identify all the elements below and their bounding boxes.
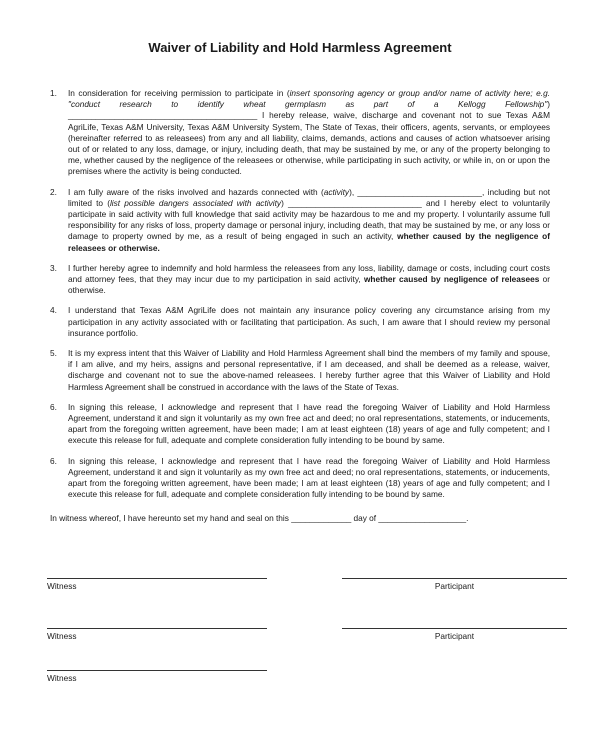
document-title: Waiver of Liability and Hold Harmless Agreement bbox=[148, 40, 452, 55]
clause-text: It is my express intent that this Waiver of Liability and Hold Harmless Agreement shall bind the members of my family and spouse, if I am alive, and my heirs, assigns and personal representative, if I am deceased, and shall be deemed as a release, waiver, discharge and covenant not to sue the above-named releasees. I hereby further agree that this Waiver of Liability and Hold Harmless Agreement shall be construed in accordance with the laws of the State of Texas. bbox=[68, 348, 550, 392]
clause-text: I understand that Texas A&M AgriLife does not maintain any insurance policy covering any circumstance arising from my participation in any activity associated with or facilitating that participation. As such, I am aware that I should review my personal insurance portfolio. bbox=[68, 305, 550, 338]
witness-label: Witness bbox=[47, 581, 77, 591]
participant-signature[interactable] bbox=[342, 628, 567, 641]
clause-number: 1. bbox=[50, 88, 57, 98]
clause-number: 6. bbox=[50, 455, 57, 466]
signature-row-1 bbox=[47, 578, 567, 591]
witness-signature[interactable] bbox=[47, 670, 267, 683]
clause-text: In signing this release, I acknowledge and represent that I have read the foregoing Waiver of Liability and Hold Harmless Agreement, understand it and sign it voluntarily as my own free act and deed; no oral representations, statements, or inducements, apart from the foregoing written agreement, have been made; I am at least eighteen (18) years of age and fully competent; and I execute this release for full, adequate and complete consideration fully intending to be bound by same. bbox=[68, 401, 550, 446]
signature-row-3 bbox=[47, 670, 567, 683]
clause-number: 6. bbox=[50, 401, 57, 412]
clause-text: I further hereby agree to indemnify and hold harmless the releasees from any loss, liability, damage or costs, including court costs and attorney fees, that they may incur due to my participation in said activity, whether caused by negligence of releasees or otherwise. bbox=[68, 262, 550, 296]
clause-number: 5. bbox=[50, 348, 57, 359]
witness-label: Witness bbox=[47, 673, 77, 683]
signature-line bbox=[47, 670, 267, 671]
witness-statement: In witness whereof, I have hereunto set my hand and seal on this _____________ day of ___________________. bbox=[50, 512, 469, 523]
clause-5 bbox=[50, 348, 550, 393]
signature-line bbox=[47, 578, 267, 579]
participant-signature[interactable] bbox=[342, 578, 567, 591]
clause-number: 3. bbox=[50, 262, 57, 273]
signature-row-2 bbox=[47, 628, 567, 641]
witness-label: Witness bbox=[47, 631, 77, 641]
signature-line bbox=[342, 578, 567, 579]
clause-text: I am fully aware of the risks involved and hazards connected with (activity), ___________________________, including but not limited to (list possible dangers associated with activity) _____________________________ and I hereby elect to voluntarily participate in said activity with full knowledge that said activity may be hazardous to me and my property. I voluntarily assume full responsibility for any risks of loss, property damage or personal injury, including death, that may be sustained by me, or any loss or damage to property owned by me, as a result of being engaged in such an activity, whether caused by the negligence of releasees or otherwise. bbox=[68, 186, 550, 253]
signature-line bbox=[342, 628, 567, 629]
participant-label: Participant bbox=[434, 631, 475, 641]
signature-line bbox=[47, 628, 267, 629]
clause-1 bbox=[50, 88, 550, 178]
clause-text: In signing this release, I acknowledge and represent that I have read the foregoing Waiver of Liability and Hold Harmless Agreement, understand it and sign it voluntarily as my own free act and deed; no oral representations, statements, or inducements, apart from the foregoing written agreement, have been made; I am at least eighteen (18) years of age and fully competent; and I execute this release for full, adequate and complete consideration fully intending to be bound by same. bbox=[68, 455, 550, 500]
clause-number: 2. bbox=[50, 186, 57, 197]
clause-list bbox=[50, 88, 550, 501]
clause-4 bbox=[50, 305, 550, 339]
participant-label: Participant bbox=[434, 581, 475, 591]
clause-6a bbox=[50, 402, 550, 447]
clause-6b bbox=[50, 456, 550, 501]
clause-number: 4. bbox=[50, 305, 57, 316]
witness-signature[interactable] bbox=[47, 628, 267, 641]
clause-2 bbox=[50, 187, 550, 254]
witness-signature[interactable] bbox=[47, 578, 267, 591]
clause-text: In consideration for receiving permission to participate in (insert sponsoring agency or group and/or name of activity here; e.g. "conduct research to identify wheat germplasm as part of a Kellogg Fellowship") _________________________________________ I hereby release, waive, discharge and covenant not to sue Texas A&M AgriLife, Texas A&M University, Texas A&M University System, The State of Texas, their officers, agents, servants, or employees (hereinafter referred to as releasees) from any and all liability, claims, demands, actions and causes of action whatsoever arising out of or related to any loss, damage, or injury, including death, that may be sustained by me, or any of the property belonging to me, whether caused by the negligence of the releasees or otherwise, while participating in such activity, or while in, on or upon the premises where the activity is being conducted. bbox=[68, 88, 550, 177]
clause-3 bbox=[50, 263, 550, 297]
